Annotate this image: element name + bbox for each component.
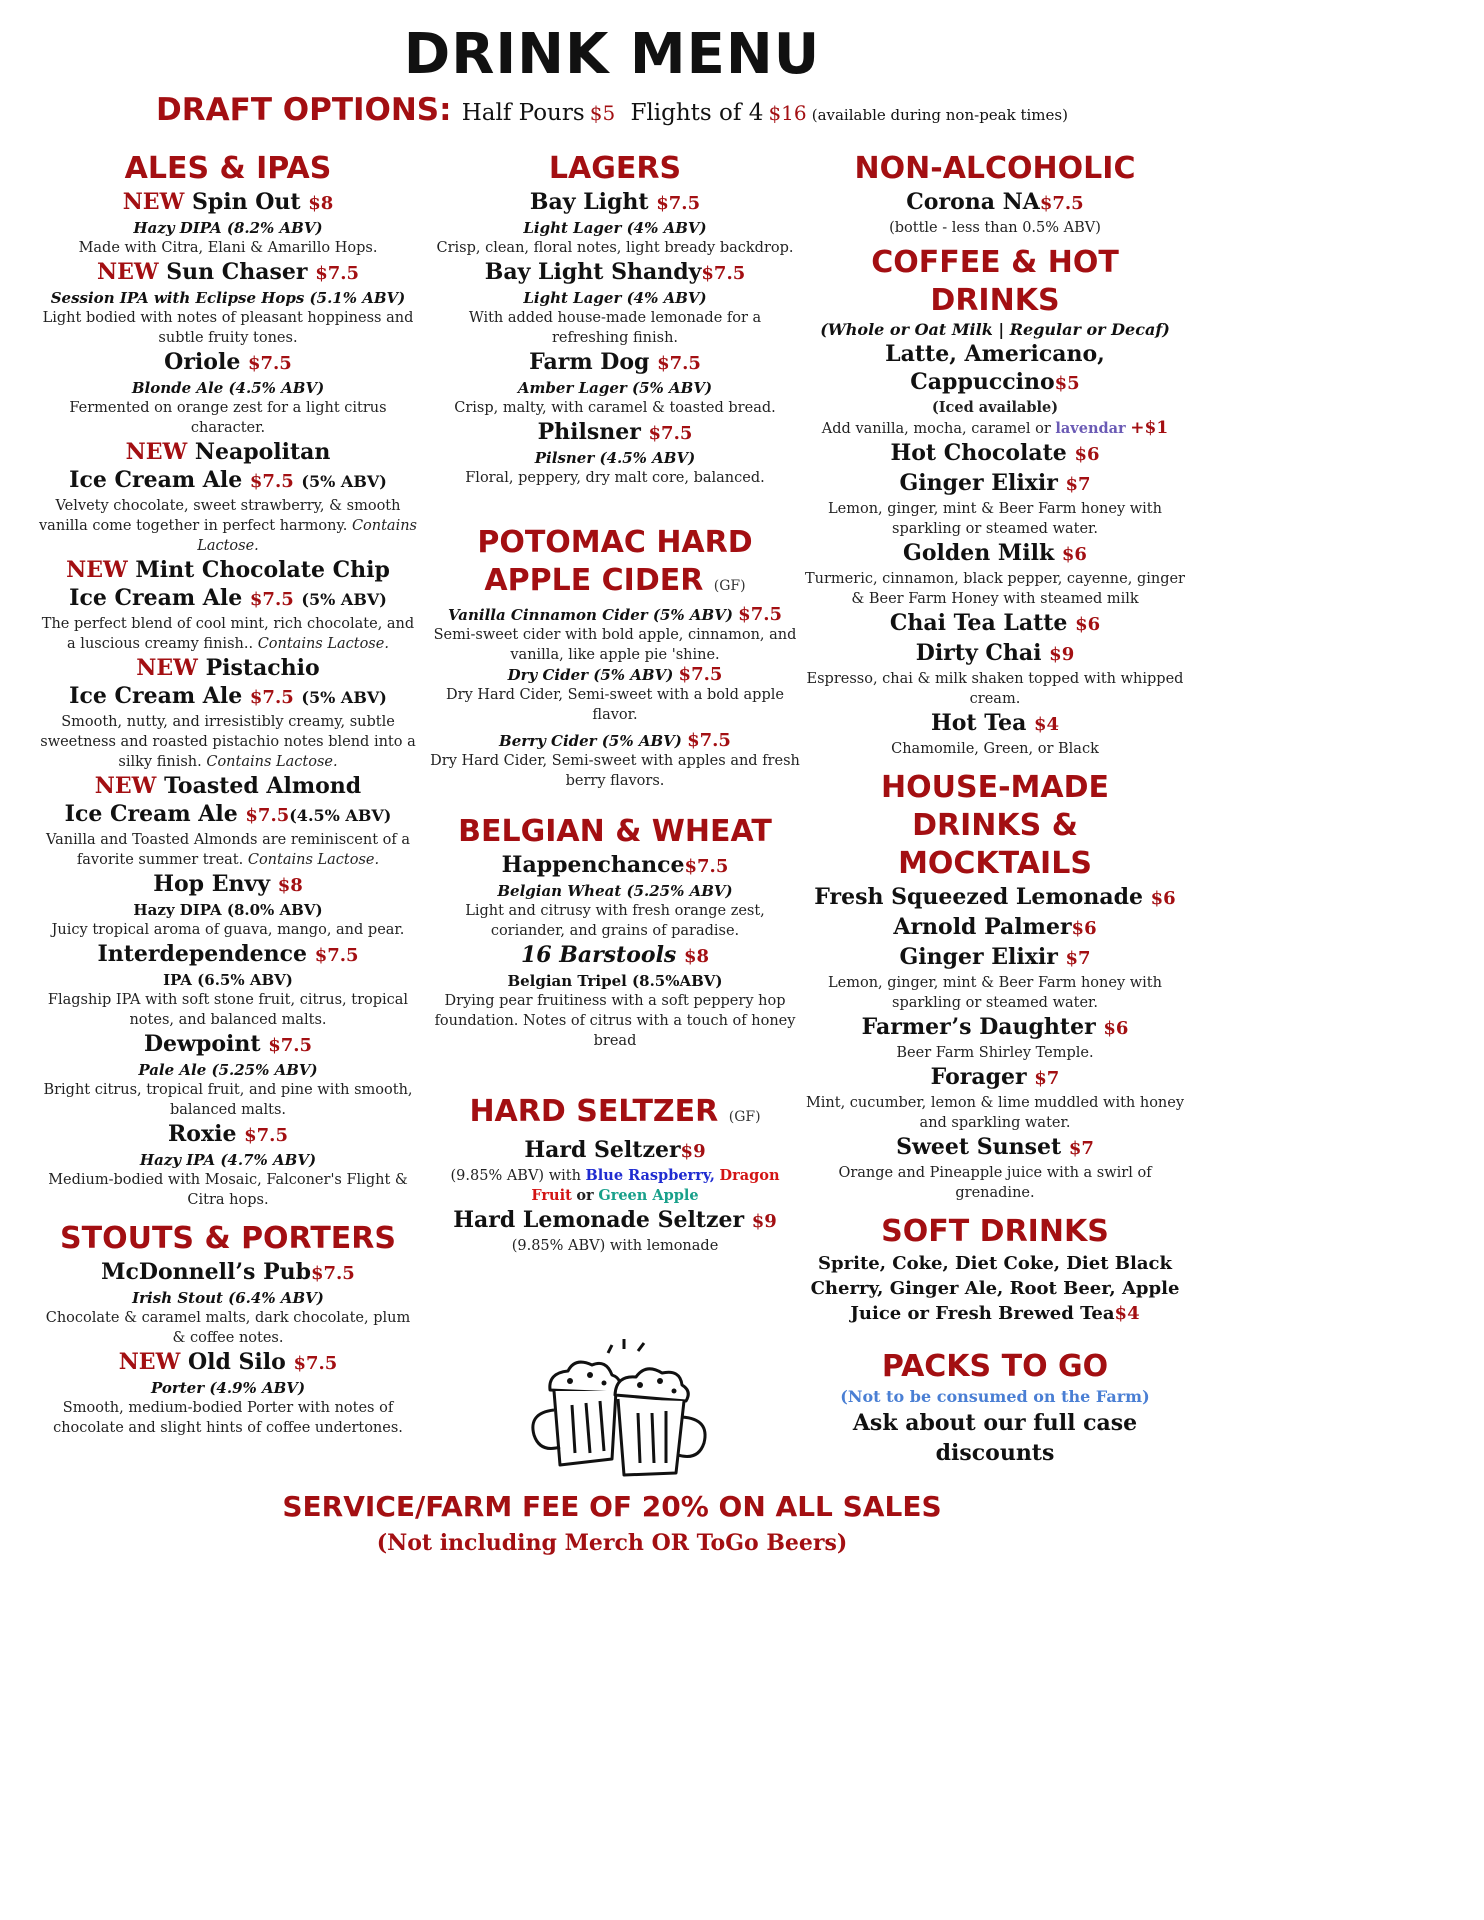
menu-item: [38, 870, 418, 940]
lactose-note: Contains Lactose.: [247, 852, 380, 868]
item-style: Amber Lager (5% ABV): [517, 379, 713, 397]
lavendar-label: lavendar: [1055, 420, 1126, 437]
soft-drinks-list: Sprite, Coke, Diet Coke, Diet Black Cherry, Ginger Ale, Root Beer, Apple Juice or Fresh Brewed Tea: [810, 1253, 1180, 1324]
item-price: $7.5: [656, 193, 701, 214]
flavor-dragon-fruit: Dragon Fruit: [531, 1167, 780, 1204]
item-price: $9: [751, 1211, 777, 1232]
menu-item: [430, 665, 800, 725]
item-desc: Juicy tropical aroma of guava, mango, and pear.: [51, 922, 405, 938]
item-name: Bay Light Shandy: [484, 259, 702, 285]
item-desc: Chocolate & caramel malts, dark chocolate, plum & coffee notes.: [45, 1310, 411, 1346]
item-name: Interdependence: [97, 941, 308, 967]
packs-heading: PACKS TO GO: [881, 1349, 1109, 1384]
item-name: Roxie: [168, 1121, 237, 1147]
lactose-note: Contains Lactose.: [197, 518, 417, 554]
item-desc: Lemon, ginger, mint & Beer Farm honey with sparkling or steamed water.: [828, 975, 1162, 1011]
gf-label: (GF): [728, 1109, 761, 1125]
item-desc: Chamomile, Green, or Black: [891, 741, 1099, 757]
menu-item: [38, 1120, 418, 1210]
item-name: Ginger Elixir: [899, 944, 1058, 970]
item-desc: Floral, peppery, dry malt core, balanced.: [465, 470, 765, 486]
item-price: $6: [1150, 888, 1176, 909]
item-style: Irish Stout (6.4% ABV): [132, 1289, 324, 1307]
item-desc: Bright citrus, tropical fruit, and pine with smooth, balanced malts.: [43, 1082, 413, 1118]
item-style: Porter (4.9% ABV): [150, 1379, 306, 1397]
flights-label: Flights of 4: [630, 100, 764, 126]
item-name: Happenchance: [501, 852, 685, 878]
new-badge: NEW: [66, 557, 128, 583]
item-desc: Espresso, chai & milk shaken topped with whipped cream.: [806, 671, 1184, 707]
item-abv: (4.5% ABV): [289, 806, 392, 825]
item-price: $7.5: [244, 1125, 288, 1146]
item-name: Neapolitan: [194, 439, 331, 465]
menu-item: [38, 348, 418, 438]
half-pours-label: Half Pours: [461, 100, 585, 126]
service-fee-notice: SERVICE/FARM FEE OF 20% ON ALL SALES: [282, 1490, 942, 1523]
packs-text: Ask about our full case discounts: [852, 1410, 1138, 1466]
lactose-note: Contains Lactose.: [257, 636, 389, 652]
draft-note: (available during non-peak times): [811, 106, 1068, 124]
item-desc: Flagship IPA with soft stone fruit, citrus, tropical notes, and balanced malts.: [47, 992, 409, 1028]
item-price: $8: [277, 875, 303, 896]
menu-item: [430, 188, 800, 258]
new-badge: NEW: [96, 259, 159, 285]
menu-item: [38, 188, 418, 258]
item-name-line2: Ice Cream Ale: [69, 585, 243, 611]
item-style: Vanilla Cinnamon Cider (5% ABV): [447, 606, 733, 624]
item-price: $8: [683, 946, 710, 967]
new-badge: NEW: [94, 773, 157, 799]
item-desc: Crisp, malty, with caramel & toasted bread.: [454, 400, 776, 416]
item-name: Golden Milk: [903, 540, 1055, 566]
column-non-alcoholic: [800, 150, 1190, 1468]
item-desc: (9.85% ABV) with lemonade: [511, 1238, 719, 1254]
item-price: $7.5: [678, 664, 723, 685]
item-name: Farm Dog: [529, 349, 650, 375]
new-badge: NEW: [118, 1349, 181, 1375]
item-desc: Medium-bodied with Mosaic, Falconer's Flight & Citra hops.: [48, 1172, 408, 1208]
item-name: Sun Chaser: [166, 259, 308, 285]
item-desc: Mint, cucumber, lemon & lime muddled with honey and sparkling water.: [805, 1095, 1185, 1131]
new-badge: NEW: [125, 439, 188, 465]
item-price: $6: [1061, 544, 1087, 565]
item-price: $7.5: [648, 423, 693, 444]
menu-item: [430, 258, 800, 348]
item-desc: Smooth, medium-bodied Porter with notes of chocolate and slight hints of coffee undertones.: [53, 1400, 403, 1436]
item-price: $7.5: [247, 353, 292, 374]
item-name: Ginger Elixir: [899, 470, 1058, 496]
menu-item: [430, 941, 800, 1051]
item-style: Session IPA with Eclipse Hops (5.1% ABV): [50, 289, 406, 307]
item-price: $7.5: [245, 805, 290, 826]
item-desc: Crisp, clean, floral notes, light bready backdrop.: [436, 240, 794, 256]
item-name-line2: Ice Cream Ale: [69, 683, 243, 709]
item-price: $4: [1034, 714, 1060, 735]
add-flavor-text: Add vanilla, mocha, caramel or: [821, 421, 1051, 437]
item-name: Oriole: [164, 349, 241, 375]
item-name: Arnold Palmer: [893, 914, 1072, 940]
item-price: $7: [1065, 474, 1091, 495]
item-desc: Velvety chocolate, sweet strawberry, & smooth vanilla come together in perfect harmony.: [38, 498, 401, 534]
menu-item: [800, 188, 1190, 238]
item-style: Dry Cider (5% ABV): [507, 666, 674, 684]
item-style: Light Lager (4% ABV): [523, 219, 707, 237]
item-name: Hop Envy: [153, 871, 271, 897]
item-price: $7.5: [310, 1263, 355, 1284]
lactose-note: Contains Lactose.: [206, 754, 338, 770]
item-price: $7: [1034, 1068, 1060, 1089]
flavor-or: or: [576, 1187, 594, 1204]
item-style: Hazy IPA (4.7% ABV): [139, 1151, 317, 1169]
menu-item: [430, 851, 800, 941]
item-price: $7.5: [657, 353, 701, 374]
menu-item: [430, 418, 800, 488]
item-name: 16 Barstools: [520, 942, 677, 968]
item-price: $7.5: [268, 1035, 313, 1056]
menu-item: [430, 1206, 800, 1256]
new-badge: NEW: [122, 189, 185, 215]
ales-heading: ALES & IPAS: [124, 151, 332, 186]
seltzer-heading: HARD SELTZER: [469, 1094, 719, 1129]
stouts-heading: STOUTS & PORTERS: [60, 1221, 396, 1256]
gf-label: (GF): [713, 578, 746, 594]
item-style: Belgian Tripel (8.5%ABV): [507, 972, 723, 990]
menu-item: [430, 1136, 800, 1206]
item-price: $7: [1068, 1138, 1094, 1159]
soft-drinks-price: $4: [1114, 1303, 1140, 1324]
item-desc: Dry Hard Cider, Semi-sweet with a bold apple flavor.: [446, 687, 784, 723]
item-price: $7.5: [249, 471, 294, 492]
item-name: Sweet Sunset: [896, 1134, 1062, 1160]
menu-item: [38, 654, 418, 772]
item-name: Philsner: [537, 419, 641, 445]
item-style: IPA (6.5% ABV): [163, 971, 293, 989]
item-desc: Vanilla and Toasted Almonds are reminiscent of a favorite summer treat.: [46, 832, 410, 868]
menu-item: [38, 556, 418, 654]
item-price: $7.5: [1039, 193, 1084, 214]
menu-item: [430, 731, 800, 791]
coffee-milk-options: (Whole or Oat Milk | Regular or Decaf): [820, 320, 1170, 339]
item-price: $8: [308, 193, 334, 214]
house-heading-line2: DRINKS &: [912, 808, 1078, 843]
half-pours-price: $5: [589, 101, 616, 125]
add-flavor-price: +$1: [1130, 418, 1169, 438]
item-name: Pistachio: [205, 655, 320, 681]
item-desc: (bottle - less than 0.5% ABV): [889, 220, 1101, 236]
item-desc: Turmeric, cinnamon, black pepper, cayenne, ginger & Beer Farm Honey with steamed milk: [804, 571, 1185, 607]
item-name: Latte, Americano, Cappuccino: [885, 341, 1105, 395]
item-name: Dirty Chai: [915, 640, 1042, 666]
item-price: $6: [1103, 1018, 1129, 1039]
menu-item: [38, 1258, 418, 1348]
draft-heading: DRAFT OPTIONS:: [156, 92, 452, 128]
item-desc: Orange and Pineapple juice with a swirl of grenadine.: [838, 1165, 1152, 1201]
menu-item: [38, 772, 418, 870]
item-price: $7.5: [293, 1353, 338, 1374]
na-heading: NON-ALCOHOLIC: [854, 151, 1136, 186]
item-style: Pilsner (4.5% ABV): [534, 449, 696, 467]
flights-price: $16: [768, 101, 807, 125]
item-style: Pale Ale (5.25% ABV): [138, 1061, 318, 1079]
item-name: Corona NA: [906, 189, 1040, 215]
item-price: $6: [1075, 614, 1101, 635]
item-name: Hot Tea: [930, 710, 1027, 736]
item-price: $9: [680, 1141, 706, 1162]
item-style: Hazy DIPA (8.0% ABV): [133, 901, 323, 919]
menu-title: DRINK MENU: [403, 22, 821, 87]
house-heading-line3: MOCKTAILS: [898, 846, 1092, 881]
item-name: Bay Light: [529, 189, 649, 215]
soft-drinks-heading: SOFT DRINKS: [881, 1214, 1109, 1249]
item-price: $7.5: [315, 263, 360, 284]
item-name: McDonnell’s Pub: [101, 1259, 311, 1285]
menu-item: [38, 1030, 418, 1120]
item-price: $7.5: [249, 687, 294, 708]
house-heading: HOUSE-MADE: [881, 770, 1109, 805]
menu-item: [38, 438, 418, 556]
item-desc: Lemon, ginger, mint & Beer Farm honey with sparkling or steamed water.: [828, 501, 1162, 537]
item-desc: Fermented on orange zest for a light citrus character.: [69, 400, 387, 436]
item-name-line2: Ice Cream Ale: [64, 801, 238, 827]
item-abv: (5% ABV): [301, 472, 387, 491]
item-name: Hard Seltzer: [524, 1137, 681, 1163]
item-style: Berry Cider (5% ABV): [499, 732, 682, 750]
item-name: Forager: [930, 1064, 1027, 1090]
item-desc: Light bodied with notes of pleasant hoppiness and subtle fruity tones.: [42, 310, 414, 346]
item-price: $7: [1065, 948, 1091, 969]
item-name: Mint Chocolate Chip: [135, 557, 390, 583]
item-price: $7.5: [701, 263, 746, 284]
item-price: $7.5: [684, 856, 729, 877]
coffee-heading-line2: DRINKS: [930, 283, 1060, 318]
menu-item: [38, 940, 418, 1030]
belgian-heading: BELGIAN & WHEAT: [458, 814, 772, 849]
item-name-line2: Ice Cream Ale: [69, 467, 243, 493]
item-price: $6: [1074, 444, 1100, 465]
flavor-blue-raspberry: Blue Raspberry,: [585, 1167, 715, 1184]
item-abv: (5% ABV): [301, 590, 387, 609]
iced-note: (Iced available): [931, 399, 1059, 416]
item-name: Old Silo: [187, 1349, 286, 1375]
beer-mugs-icon: [520, 1335, 710, 1485]
item-name: Fresh Squeezed Lemonade: [814, 884, 1143, 910]
item-style: Belgian Wheat (5.25% ABV): [497, 882, 733, 900]
item-price: $7.5: [687, 730, 731, 751]
item-name: Hot Chocolate: [890, 440, 1067, 466]
item-price: $7.5: [314, 945, 359, 966]
item-desc: The perfect blend of cool mint, rich chocolate, and a luscious creamy finish..: [41, 616, 415, 652]
item-price: $7.5: [738, 604, 783, 625]
item-desc: With added house-made lemonade for a refreshing finish.: [468, 310, 762, 346]
item-price: $6: [1071, 918, 1097, 939]
packs-note: (Not to be consumed on the Farm): [840, 1387, 1150, 1406]
item-desc: Light and citrusy with fresh orange zest, coriander, and grains of paradise.: [465, 903, 765, 939]
coffee-heading: COFFEE & HOT: [871, 245, 1119, 280]
item-price: $5: [1054, 373, 1080, 394]
item-desc: Smooth, nutty, and irresistibly creamy, subtle sweetness and roasted pistachio notes blend into a silky finish.: [40, 714, 416, 770]
menu-item: [38, 258, 418, 348]
item-name: Toasted Almond: [164, 773, 362, 799]
menu-item: [430, 605, 800, 665]
item-desc: Beer Farm Shirley Temple.: [896, 1045, 1094, 1061]
item-desc: Semi-sweet cider with bold apple, cinnamon, and vanilla, like apple pie 'shine.: [433, 627, 797, 663]
item-style: Blonde Ale (4.5% ABV): [131, 379, 325, 397]
menu-item: [430, 348, 800, 418]
item-desc: Drying pear fruitiness with a soft peppery hop foundation. Notes of citrus with a touch of honey bread: [434, 993, 796, 1049]
new-badge: NEW: [136, 655, 198, 681]
item-abv: (9.85% ABV) with: [450, 1168, 581, 1184]
item-name: Farmer’s Daughter: [861, 1014, 1096, 1040]
menu-item: [38, 1348, 418, 1438]
item-price: $9: [1049, 644, 1075, 665]
column-ales: [38, 150, 418, 1438]
flavor-green-apple: Green Apple: [598, 1187, 699, 1204]
lagers-heading: LAGERS: [548, 151, 682, 186]
item-style: Light Lager (4% ABV): [523, 289, 707, 307]
cider-heading: POTOMAC HARD: [477, 525, 753, 560]
item-name: Spin Out: [191, 189, 301, 215]
item-abv: (5% ABV): [301, 688, 387, 707]
column-lagers: [430, 150, 800, 1256]
item-style: Hazy DIPA (8.2% ABV): [133, 219, 323, 237]
item-name: Chai Tea Latte: [889, 610, 1068, 636]
item-name: Hard Lemonade Seltzer: [453, 1207, 745, 1233]
service-fee-note: (Not including Merch OR ToGo Beers): [376, 1530, 848, 1556]
item-desc: Made with Citra, Elani & Amarillo Hops.: [78, 240, 378, 256]
item-name: Dewpoint: [143, 1031, 261, 1057]
draft-options: [0, 92, 1224, 128]
item-desc: Dry Hard Cider, Semi-sweet with apples and fresh berry flavors.: [430, 753, 800, 789]
item-price: $7.5: [249, 589, 294, 610]
cider-heading-line2: APPLE CIDER: [484, 563, 704, 598]
